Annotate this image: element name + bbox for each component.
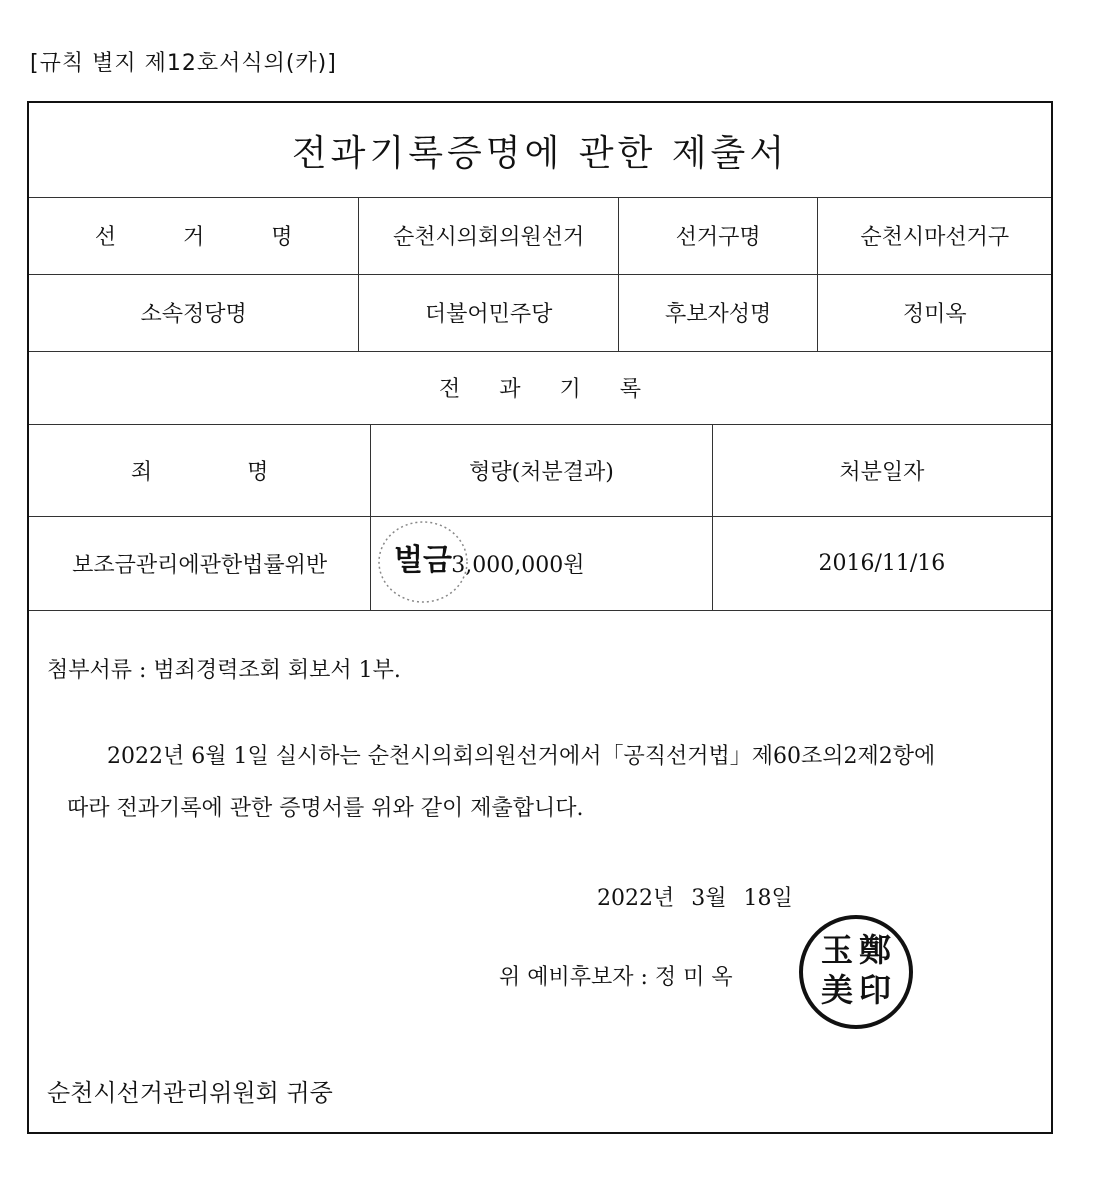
section-title-row — [29, 351, 1051, 425]
svg-text:벌금: 벌금 — [394, 543, 453, 578]
candidate-label: 후보자성명 — [619, 274, 819, 351]
section-title: 전 과 기 록 — [439, 377, 657, 402]
declaration-paragraph — [47, 731, 1037, 835]
addressee: 순천시선거관리위원회 귀중 — [47, 1079, 333, 1107]
title-row — [29, 103, 1051, 198]
party-label: 소속정당명 — [29, 274, 359, 351]
record-sentence-cell — [371, 516, 712, 610]
fine-stamp-icon — [375, 518, 471, 606]
election-row — [29, 197, 1051, 275]
election-name-label: 선 거 명 — [29, 197, 359, 274]
attachment-note: 첨부서류 : 범죄경력조회 회보서 1부. — [47, 658, 401, 683]
form-number-label: [규칙 별지 제12호서식의(카)] — [30, 51, 337, 76]
col-date-header: 처분일자 — [839, 459, 925, 485]
submission-form — [27, 101, 1053, 1134]
election-name-value: 순천시의회의원선거 — [359, 197, 619, 274]
col-sentence-header: 형량(처분결과) — [371, 424, 712, 516]
col-crime-header: 죄 명 — [29, 424, 371, 516]
record-crime: 보조금관리에관한법률위반 — [29, 516, 371, 610]
party-value: 더불어민주당 — [359, 274, 619, 351]
party-row — [29, 274, 1051, 352]
submission-date: 2022년 3월 18일 — [597, 886, 793, 911]
paragraph-line-1: 2022년 6월 1일 실시하는 순천시의회의원선거에서「공직선거법」제60조의2제2항에 — [107, 744, 936, 769]
district-label: 선거구명 — [619, 197, 819, 274]
candidate-value: 정미옥 — [902, 302, 967, 327]
record-header-row — [29, 424, 1051, 517]
signer-line: 위 예비후보자 : 정 미 옥 — [499, 965, 733, 990]
paragraph-line-2: 따라 전과기록에 관한 증명서를 위와 같이 제출합니다. — [67, 796, 584, 821]
svg-text:鄭玉美印: 鄭玉美 印 — [820, 931, 892, 1009]
record-date: 2016/11/16 — [818, 550, 946, 576]
district-value: 순천시마선거구 — [860, 225, 1010, 250]
form-title: 전과기록증명에 관한 제출서 — [291, 132, 789, 174]
record-sentence: 3,000,000원 — [451, 552, 585, 578]
personal-seal-icon — [797, 913, 915, 1031]
record-row — [29, 516, 1051, 611]
